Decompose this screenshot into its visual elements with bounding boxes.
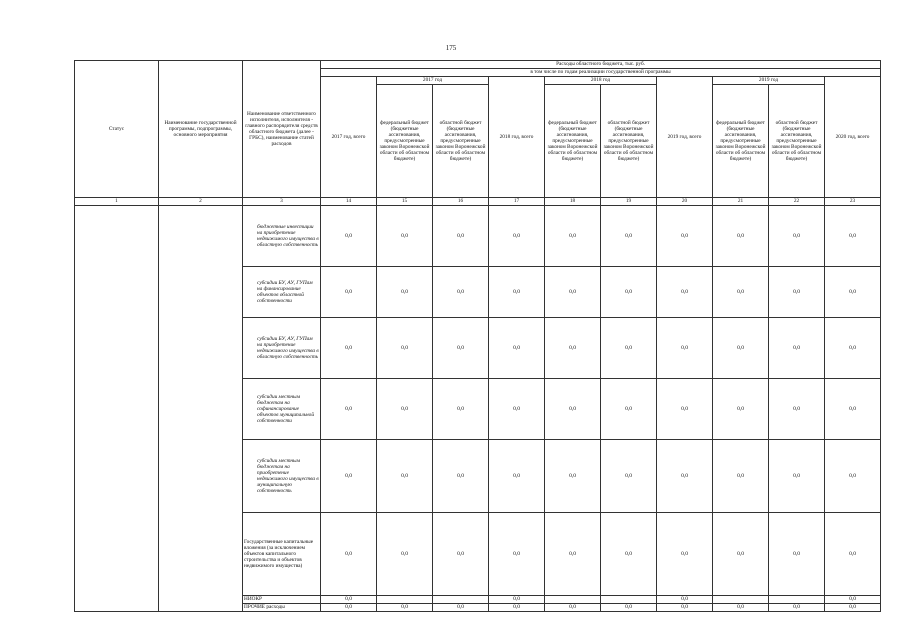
header-federal-2017: федеральный бюджет (бюджетные ассигнования, предусмотренные законом Воронежской области об областном бюджете) — [377, 85, 433, 198]
row-label: ПРОЧИЕ расходы — [243, 604, 321, 612]
header-year-2018: 2018 год — [545, 77, 657, 85]
col-number: 2 — [159, 198, 243, 206]
status-cell — [75, 206, 159, 612]
value-cell: 0,0 — [769, 206, 825, 267]
value-cell: 0,0 — [769, 604, 825, 612]
value-cell: 0,0 — [601, 604, 657, 612]
value-cell: 0,0 — [489, 379, 545, 440]
page-number: 175 — [445, 44, 457, 52]
value-cell: 0,0 — [377, 267, 433, 318]
value-cell: 0,0 — [713, 513, 769, 596]
value-cell — [713, 596, 769, 604]
col-number: 21 — [713, 198, 769, 206]
col-number: 18 — [545, 198, 601, 206]
value-cell — [433, 596, 489, 604]
value-cell: 0,0 — [433, 513, 489, 596]
header-regional-2017: областной бюджет (бюджетные ассигнования, предусмотренные законом Воронежской области об областном бюджете) — [433, 85, 489, 198]
value-cell: 0,0 — [321, 440, 377, 513]
value-cell: 0,0 — [433, 440, 489, 513]
header-program-name: Наименование государственной программы, подпрограммы, основного мероприятия — [159, 61, 243, 198]
value-cell: 0,0 — [825, 604, 881, 612]
value-cell: 0,0 — [545, 513, 601, 596]
value-cell: 0,0 — [489, 267, 545, 318]
value-cell: 0,0 — [601, 379, 657, 440]
value-cell: 0,0 — [321, 604, 377, 612]
value-cell: 0,0 — [657, 379, 713, 440]
value-cell: 0,0 — [713, 206, 769, 267]
value-cell: 0,0 — [489, 513, 545, 596]
value-cell: 0,0 — [433, 206, 489, 267]
value-cell: 0,0 — [489, 604, 545, 612]
value-cell: 0,0 — [321, 513, 377, 596]
value-cell: 0,0 — [321, 318, 377, 379]
value-cell: 0,0 — [769, 440, 825, 513]
col-number: 22 — [769, 198, 825, 206]
value-cell: 0,0 — [377, 206, 433, 267]
value-cell: 0,0 — [601, 206, 657, 267]
value-cell: 0,0 — [377, 318, 433, 379]
value-cell: 0,0 — [321, 267, 377, 318]
header-regional-2018: областной бюджет (бюджетные ассигнования, предусмотренные законом Воронежской области об областном бюджете) — [601, 85, 657, 198]
value-cell: 0,0 — [825, 267, 881, 318]
value-cell: 0,0 — [377, 513, 433, 596]
value-cell: 0,0 — [657, 206, 713, 267]
value-cell — [545, 596, 601, 604]
value-cell: 0,0 — [601, 513, 657, 596]
col-number: 15 — [377, 198, 433, 206]
value-cell: 0,0 — [545, 267, 601, 318]
col-number: 19 — [601, 198, 657, 206]
value-cell: 0,0 — [713, 267, 769, 318]
value-cell: 0,0 — [545, 604, 601, 612]
budget-table — [74, 60, 881, 612]
value-cell: 0,0 — [433, 318, 489, 379]
value-cell: 0,0 — [825, 206, 881, 267]
value-cell: 0,0 — [825, 596, 881, 604]
value-cell: 0,0 — [601, 267, 657, 318]
value-cell: 0,0 — [769, 379, 825, 440]
value-cell: 0,0 — [545, 379, 601, 440]
value-cell: 0,0 — [433, 379, 489, 440]
value-cell: 0,0 — [825, 513, 881, 596]
value-cell: 0,0 — [545, 440, 601, 513]
header-total-2018: 2018 год, всего — [489, 77, 545, 198]
col-number: 16 — [433, 198, 489, 206]
value-cell: 0,0 — [489, 206, 545, 267]
row-label: субсидии БУ, АУ, ГУПам на финансирование объектов областной собственности — [243, 267, 321, 318]
column-numbers-row — [75, 198, 881, 206]
value-cell: 0,0 — [657, 318, 713, 379]
col-number: 23 — [825, 198, 881, 206]
value-cell — [769, 596, 825, 604]
value-cell: 0,0 — [769, 267, 825, 318]
value-cell: 0,0 — [321, 596, 377, 604]
col-number: 14 — [321, 198, 377, 206]
program-cell — [159, 206, 243, 612]
header-status: Статус — [75, 61, 159, 198]
value-cell: 0,0 — [713, 440, 769, 513]
value-cell: 0,0 — [657, 513, 713, 596]
value-cell: 0,0 — [545, 206, 601, 267]
value-cell: 0,0 — [489, 318, 545, 379]
value-cell: 0,0 — [489, 440, 545, 513]
value-cell: 0,0 — [433, 604, 489, 612]
value-cell: 0,0 — [321, 379, 377, 440]
value-cell: 0,0 — [657, 440, 713, 513]
value-cell: 0,0 — [713, 318, 769, 379]
row-label: субсидии БУ, АУ, ГУПам на приобретение недвижимого имущества в областную собственность — [243, 318, 321, 379]
row-label: субсидии местным бюджетам на софинансирование объектов муниципальной собственности — [243, 379, 321, 440]
value-cell: 0,0 — [657, 604, 713, 612]
value-cell: 0,0 — [377, 604, 433, 612]
header-executor-name: Наименование ответственного исполнителя, исполнителя - главного распорядителя средств областного бюджета (далее - ГРБС), наименование статей расходов — [243, 61, 321, 198]
header-regional-2019: областной бюджет (бюджетные ассигнования, предусмотренные законом Воронежской области об областном бюджете) — [769, 85, 825, 198]
value-cell: 0,0 — [713, 604, 769, 612]
col-number: 20 — [657, 198, 713, 206]
col-number: 17 — [489, 198, 545, 206]
header-year-2017: 2017 год — [377, 77, 489, 85]
value-cell: 0,0 — [489, 596, 545, 604]
row-label: НИОКР — [243, 596, 321, 604]
value-cell: 0,0 — [769, 513, 825, 596]
header-federal-2018: федеральный бюджет (бюджетные ассигнования, предусмотренные законом Воронежской области об областном бюджете) — [545, 85, 601, 198]
value-cell: 0,0 — [545, 318, 601, 379]
col-number: 1 — [75, 198, 159, 206]
value-cell: 0,0 — [769, 318, 825, 379]
header-federal-2019: федеральный бюджет (бюджетные ассигнования, предусмотренные законом Воронежской области об областном бюджете) — [713, 85, 769, 198]
value-cell: 0,0 — [377, 379, 433, 440]
value-cell: 0,0 — [825, 440, 881, 513]
header-total-2019: 2019 год, всего — [657, 77, 713, 198]
header-expenses: Расходы областного бюджета, тыс. руб. — [321, 61, 881, 69]
header-year-2019: 2019 год — [713, 77, 825, 85]
header-total-2017: 2017 год, всего — [321, 77, 377, 198]
row-label: Государственные капитальные вложения (за исключением объектов капитального строительства и объектов недвижимого имущества) — [243, 513, 321, 596]
value-cell: 0,0 — [601, 318, 657, 379]
col-number: 3 — [243, 198, 321, 206]
header-by-years: в том числе по годам реализации государственной программы — [321, 69, 881, 77]
value-cell: 0,0 — [601, 440, 657, 513]
value-cell: 0,0 — [657, 596, 713, 604]
value-cell: 0,0 — [657, 267, 713, 318]
value-cell — [601, 596, 657, 604]
value-cell — [377, 596, 433, 604]
row-label: субсидии местным бюджетам на приобретение недвижимого имущества в муниципальную собственность — [243, 440, 321, 513]
value-cell: 0,0 — [377, 440, 433, 513]
value-cell: 0,0 — [825, 379, 881, 440]
value-cell: 0,0 — [433, 267, 489, 318]
value-cell: 0,0 — [713, 379, 769, 440]
table-row — [75, 206, 881, 267]
value-cell: 0,0 — [321, 206, 377, 267]
value-cell: 0,0 — [825, 318, 881, 379]
row-label: бюджетные инвестиции на приобретение недвижимого имущества в областную собственность — [243, 206, 321, 267]
header-total-2020: 2020 год, всего — [825, 77, 881, 198]
